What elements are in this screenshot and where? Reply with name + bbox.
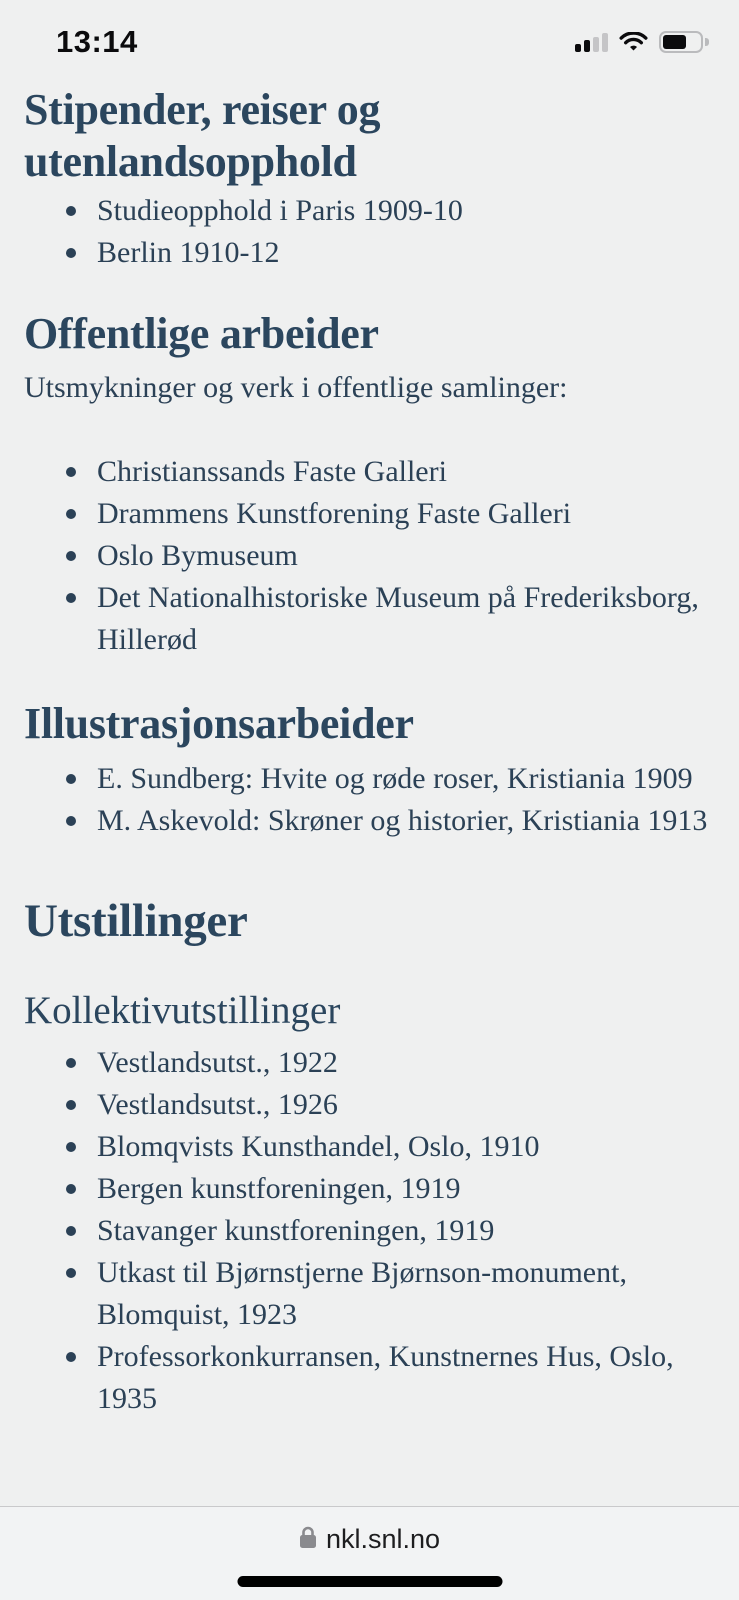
status-bar [0, 0, 739, 70]
bullet-list-stipender [24, 190, 715, 274]
safari-bottom-bar [0, 1506, 739, 1600]
list-item: Vestlandsutst., 1922 [97, 1042, 715, 1084]
list-item: Professorkonkurransen, Kunstnernes Hus, Oslo, 1935 [97, 1336, 715, 1420]
section-heading-illustrasjonsarbeider: Illustrasjonsarbeider [24, 699, 414, 748]
bullet-list-illustrasjoner [24, 758, 715, 842]
list-item: Det Nationalhistoriske Museum på Frederiksborg, Hillerød [97, 577, 715, 661]
subsection-heading-kollektivutstillinger: Kollektivutstillinger [24, 989, 341, 1032]
list-item: Stavanger kunstforeningen, 1919 [97, 1210, 715, 1252]
section-heading-offentlige-arbeider: Offentlige arbeider [24, 309, 379, 358]
list-item: M. Askevold: Skrøner og historier, Kristiania 1913 [97, 800, 715, 842]
battery-icon [659, 31, 703, 53]
clock-text: 13:14 [56, 24, 138, 59]
list-item: E. Sundberg: Hvite og røde roser, Kristiania 1909 [97, 758, 715, 800]
list-item: Drammens Kunstforening Faste Galleri [97, 493, 715, 535]
section-heading-stipender: Stipender, reiser og utenlandsopphold [24, 85, 381, 186]
url-text: nkl.snl.no [325, 1523, 441, 1554]
list-item: Oslo Bymuseum [97, 535, 715, 577]
list-item: Utkast til Bjørnstjerne Bjørnson-monument, Blomquist, 1923 [97, 1252, 715, 1336]
section-heading-utstillinger: Utstillinger [24, 895, 248, 947]
cellular-signal-icon [575, 33, 608, 52]
section-intro-text: Utsmykninger og verk i offentlige samlinger: [24, 371, 568, 404]
list-item: Berlin 1910-12 [97, 232, 715, 274]
list-item: Blomqvists Kunsthandel, Oslo, 1910 [97, 1126, 715, 1168]
article-content [0, 84, 739, 1420]
list-item: Vestlandsutst., 1926 [97, 1084, 715, 1126]
bullet-list-offentlige [24, 451, 715, 661]
wifi-icon [619, 32, 648, 53]
home-indicator[interactable] [237, 1576, 502, 1587]
url-bar[interactable] [299, 1522, 440, 1556]
status-icons [575, 31, 709, 53]
list-item: Bergen kunstforeningen, 1919 [97, 1168, 715, 1210]
bullet-list-kollektivutstillinger [24, 1042, 715, 1420]
lock-icon [299, 1525, 317, 1554]
list-item: Studieopphold i Paris 1909-10 [97, 190, 715, 232]
list-item: Christianssands Faste Galleri [97, 451, 715, 493]
